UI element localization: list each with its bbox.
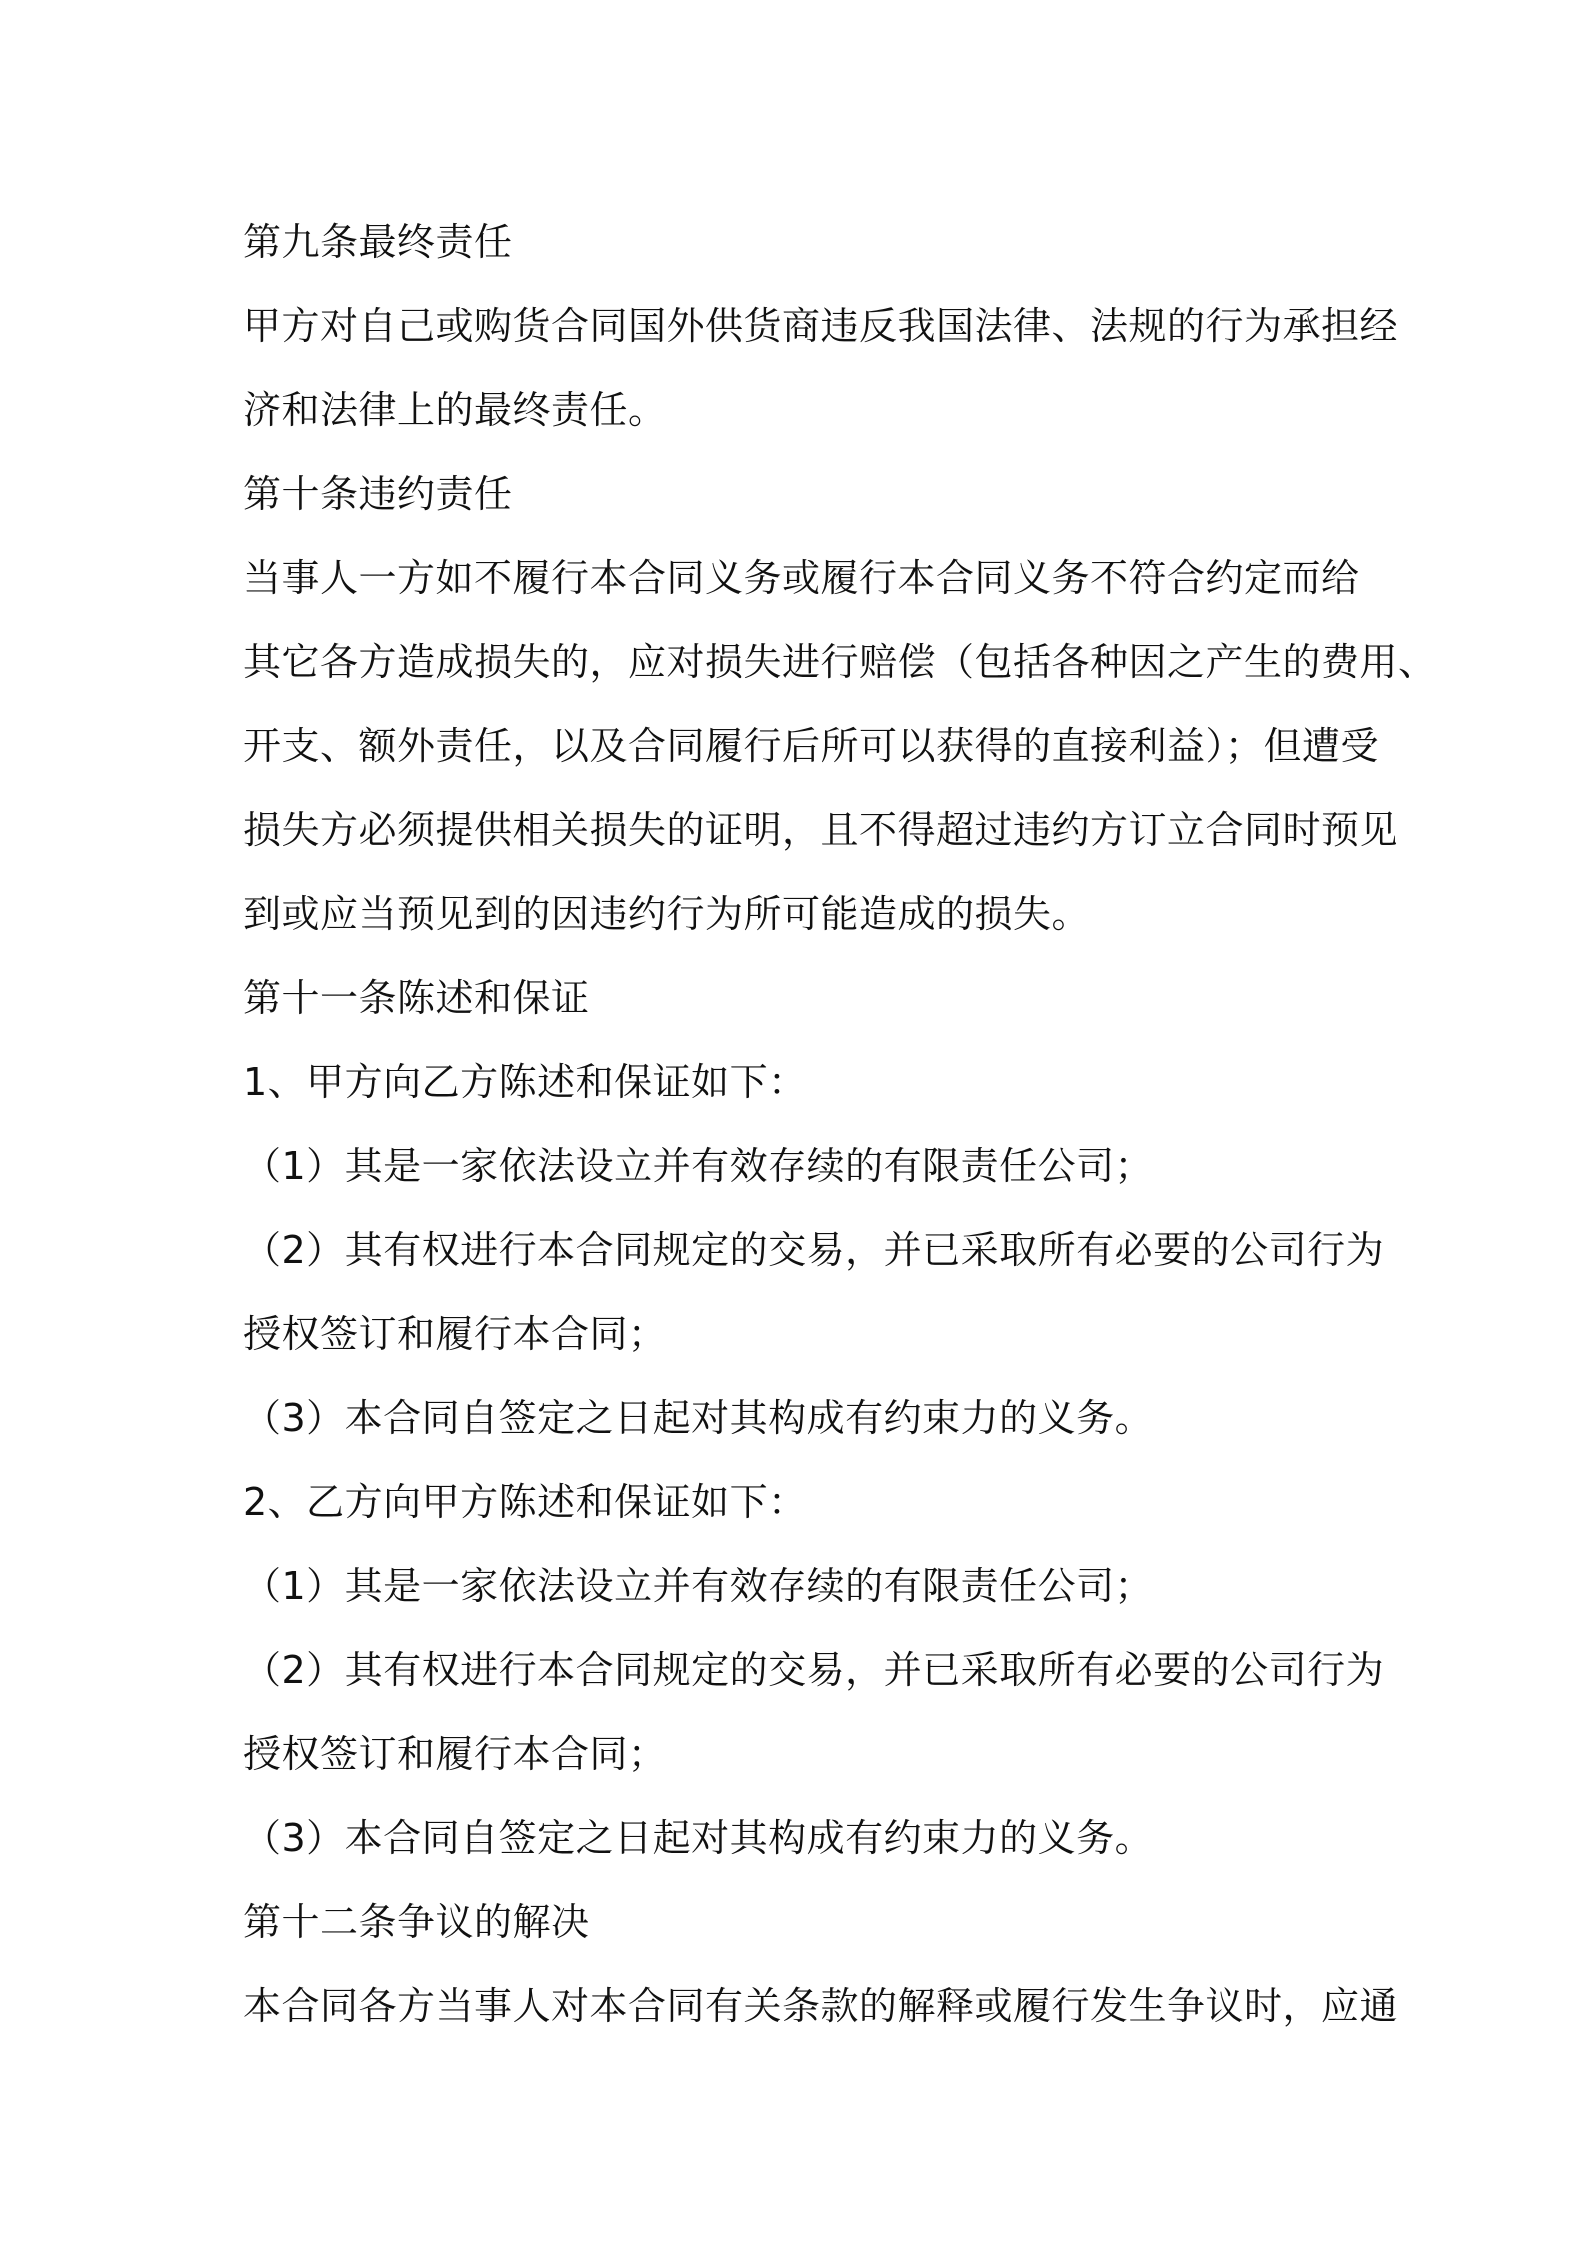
party-a-warranty-intro: 1、甲方向乙方陈述和保证如下：: [243, 1060, 807, 1104]
article-10-text-line-2: 其它各方造成损失的，应对损失进行赔偿（包括各种因之产生的费用、: [243, 640, 1437, 684]
party-b-warranty-item-1: （1）其是一家依法设立并有效存续的有限责任公司；: [243, 1564, 1154, 1608]
party-b-warranty-item-3: （3）本合同自签定之日起对其构成有约束力的义务。: [243, 1816, 1154, 1860]
party-a-warranty-item-1: （1）其是一家依法设立并有效存续的有限责任公司；: [243, 1144, 1154, 1188]
party-a-warranty-item-2-line-1: （2）其有权进行本合同规定的交易，并已采取所有必要的公司行为: [243, 1228, 1385, 1272]
article-12-text-line-1: 本合同各方当事人对本合同有关条款的解释或履行发生争议时，应通: [243, 1984, 1399, 2028]
article-12-heading: 第十二条争议的解决: [243, 1900, 590, 1944]
party-b-warranty-item-2-line-2: 授权签订和履行本合同；: [243, 1732, 667, 1776]
article-11-heading: 第十一条陈述和保证: [243, 976, 590, 1020]
document-body: [243, 200, 1437, 2048]
article-10-text-line-1: 当事人一方如不履行本合同义务或履行本合同义务不符合约定而给: [243, 556, 1360, 600]
article-10-heading: 第十条违约责任: [243, 472, 513, 516]
party-a-warranty-item-3: （3）本合同自签定之日起对其构成有约束力的义务。: [243, 1396, 1154, 1440]
article-9-text-line-1: 甲方对自己或购货合同国外供货商违反我国法律、法规的行为承担经: [243, 304, 1399, 348]
article-10-text-line-4: 损失方必须提供相关损失的证明，且不得超过违约方订立合同时预见: [243, 808, 1399, 852]
article-9-heading: 第九条最终责任: [243, 220, 513, 264]
article-10-text-line-5: 到或应当预见到的因违约行为所可能造成的损失。: [243, 892, 1091, 936]
party-b-warranty-intro: 2、乙方向甲方陈述和保证如下：: [243, 1480, 807, 1524]
party-b-warranty-item-2-line-1: （2）其有权进行本合同规定的交易，并已采取所有必要的公司行为: [243, 1648, 1385, 1692]
article-10-text-line-3: 开支、额外责任，以及合同履行后所可以获得的直接利益）；但遭受: [243, 724, 1380, 768]
article-9-text-line-2: 济和法律上的最终责任。: [243, 388, 667, 432]
party-a-warranty-item-2-line-2: 授权签订和履行本合同；: [243, 1312, 667, 1356]
